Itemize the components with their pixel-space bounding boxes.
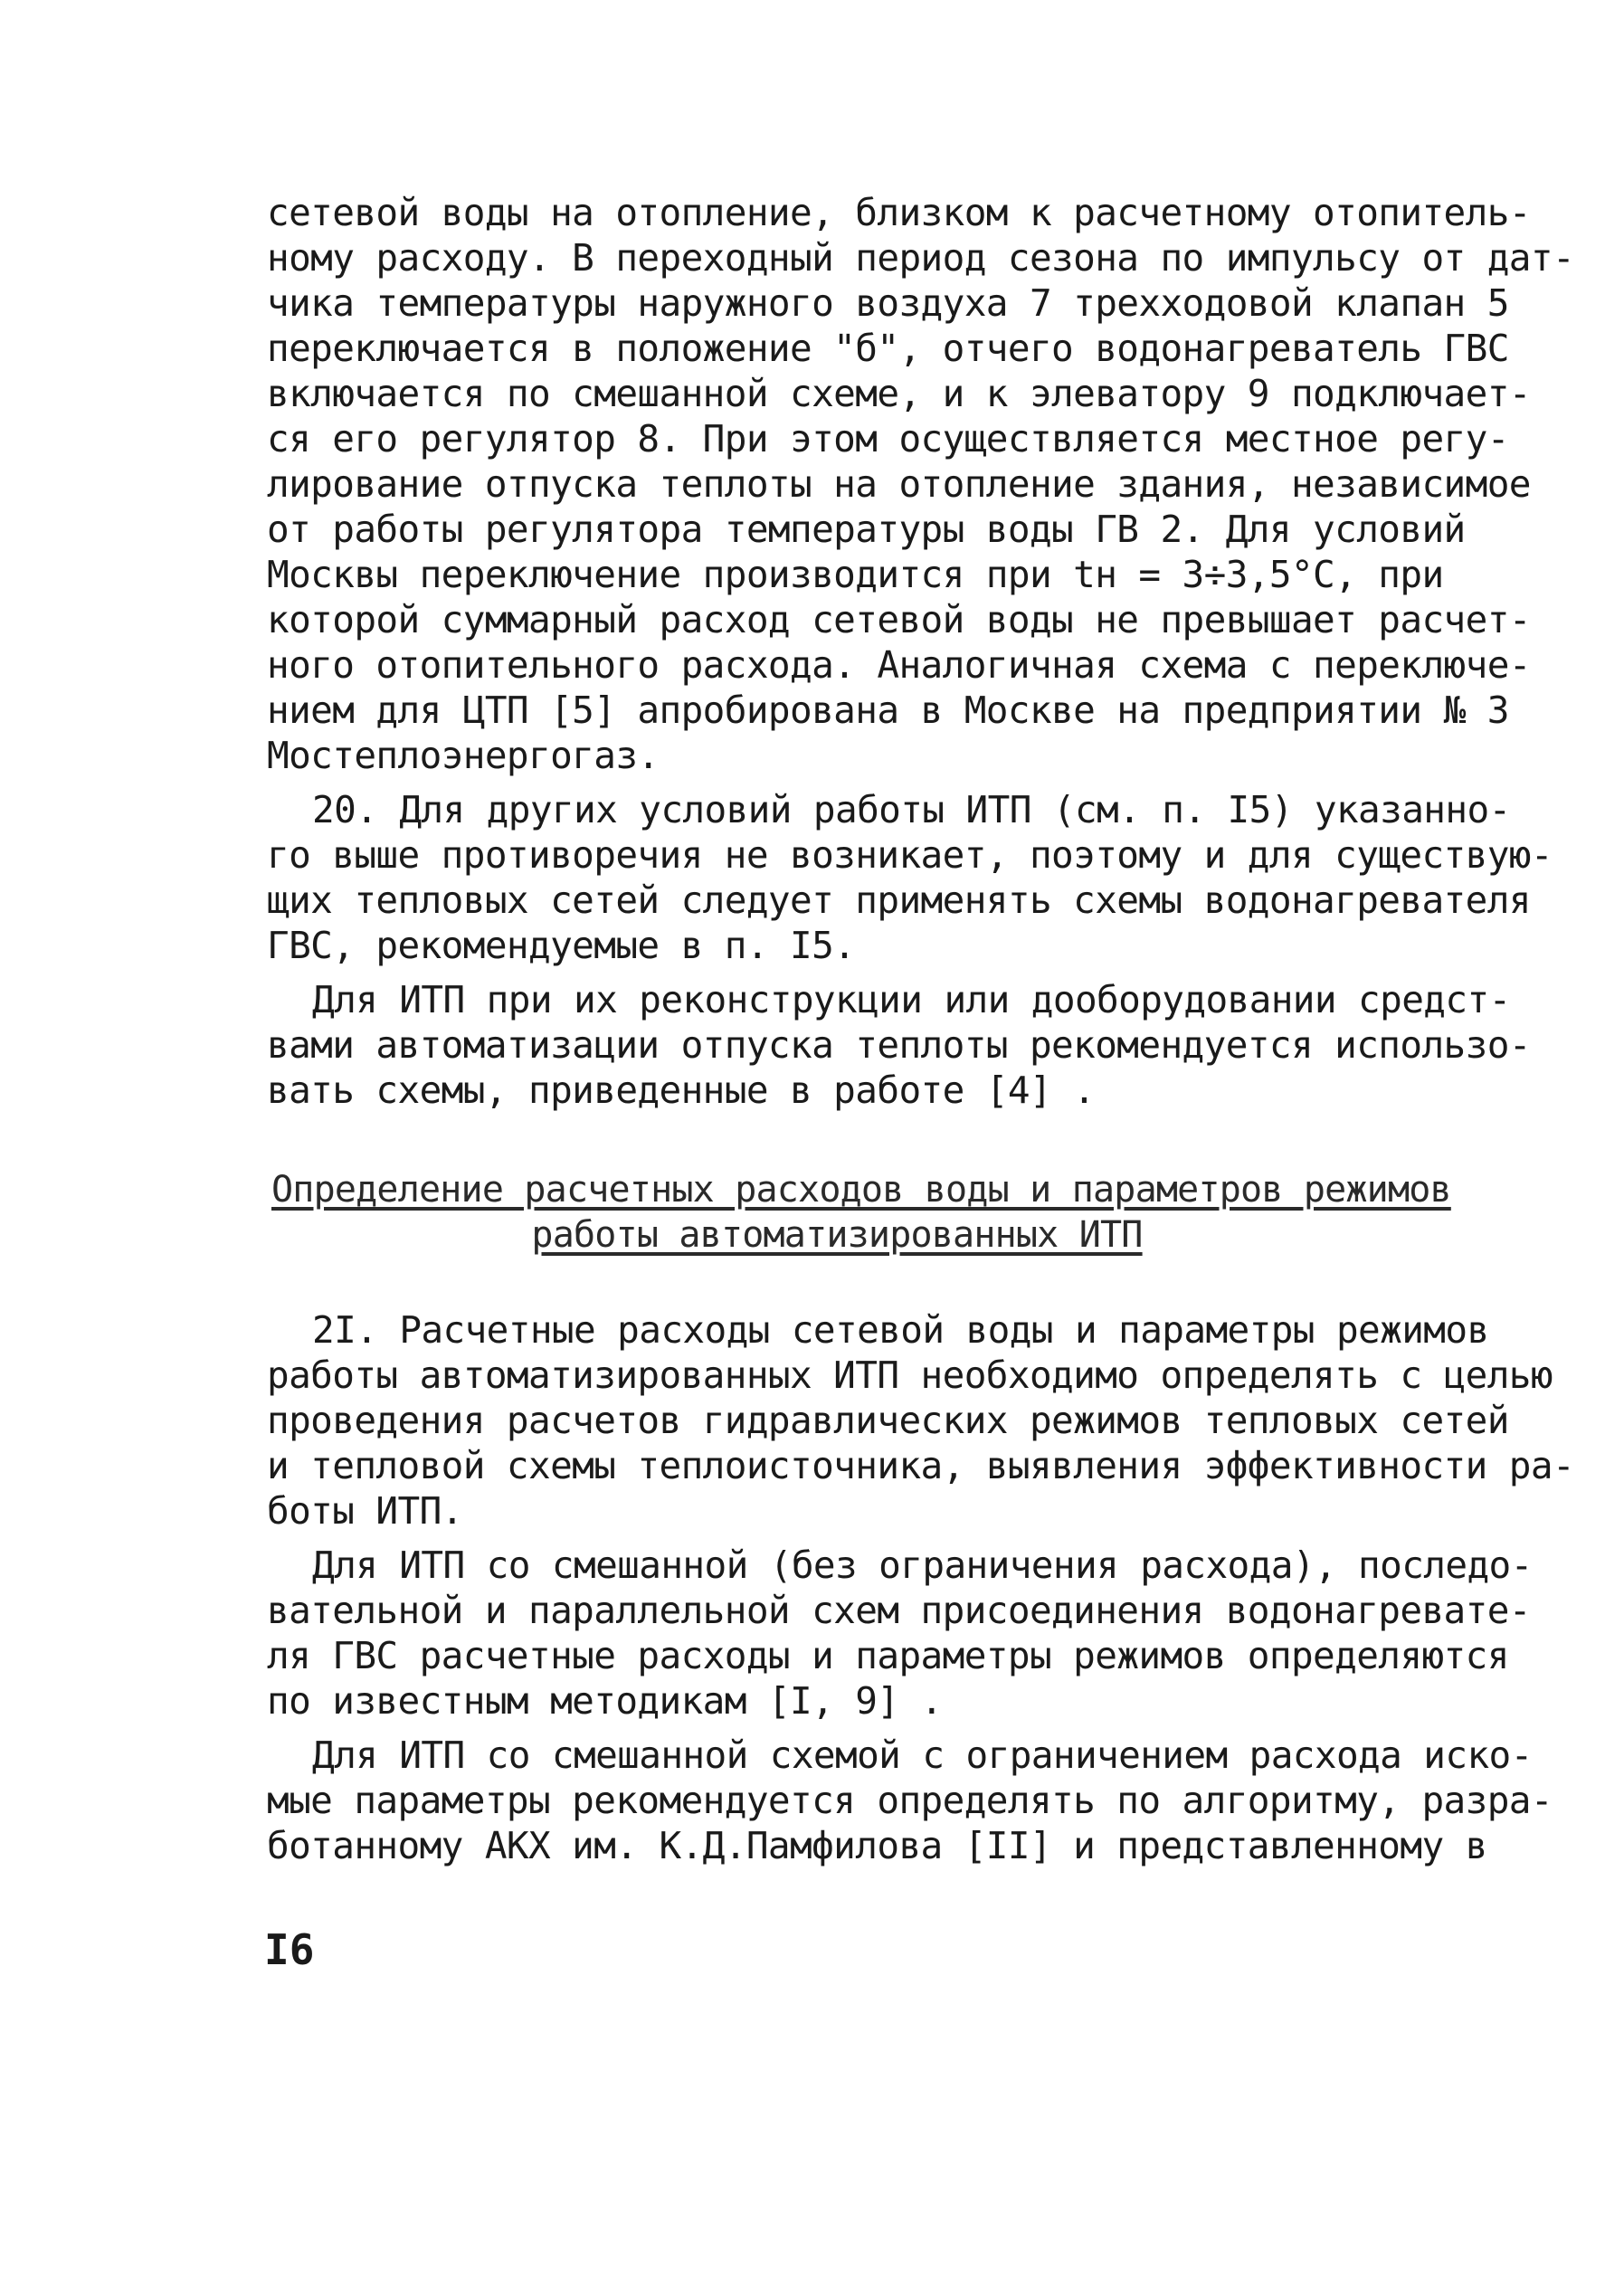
text-line: вательной и параллельной схем присоединения водонагревате- xyxy=(267,1589,1531,1632)
text-line: ля ГВС расчетные расходы и параметры режимов определяются xyxy=(267,1634,1509,1677)
text-line: нием для ЦТП [5] апробирована в Москве на предприятии № 3 xyxy=(267,689,1509,732)
text-line: ГВС, рекомендуемые в п. I5. xyxy=(267,924,856,967)
text-line: и тепловой схемы теплоисточника, выявления эффективности ра- xyxy=(267,1444,1575,1487)
text-line: боты ИТП. xyxy=(267,1489,463,1533)
text-line: ботанному АКХ им. К.Д.Памфилова [II] и представленному в xyxy=(267,1824,1487,1867)
text-line: переключается в положение "б", отчего водонагреватель ГВС xyxy=(267,327,1509,370)
text-line: Для ИТП со смешанной схемой с ограничением расхода иско- xyxy=(312,1733,1533,1777)
text-line: сетевой воды на отопление, близком к расчетному отопитель- xyxy=(267,191,1531,234)
text-line: проведения расчетов гидравлических режимов тепловых сетей xyxy=(267,1399,1509,1442)
text-line: мые параметры рекомендуется определять по алгоритму, разра- xyxy=(267,1779,1553,1822)
text-line: ся его регулятор 8. При этом осуществляется местное регу- xyxy=(267,417,1509,461)
text-line: которой суммарный расход сетевой воды не превышает расчет- xyxy=(267,598,1531,641)
section-heading-line: Определение расчетных расходов воды и параметров режимов xyxy=(271,1169,1451,1211)
text-line: щих тепловых сетей следует применять схемы водонагревателя xyxy=(267,879,1531,922)
text-line: 20. Для других условий работы ИТП (см. п. I5) указанно- xyxy=(312,788,1511,831)
text-line: вать схемы, приведенные в работе [4] . xyxy=(267,1069,1096,1112)
text-line: Мостеплоэнергогаз. xyxy=(267,734,660,777)
text-line: вами автоматизации отпуска теплоты рекомендуется использо- xyxy=(267,1023,1531,1067)
section-heading-line: работы автоматизированных ИТП xyxy=(531,1214,1143,1256)
text-line: Москвы переключение производится при tн = 3÷3,5°С, при xyxy=(267,553,1444,596)
page-number: I6 xyxy=(264,1925,315,1974)
text-line: работы автоматизированных ИТП необходимо определять с целью xyxy=(267,1353,1553,1397)
text-line: чика температуры наружного воздуха 7 трехходовой клапан 5 xyxy=(267,281,1509,325)
text-line: Для ИТП со смешанной (без ограничения расхода), последо- xyxy=(312,1543,1533,1587)
text-line: 2I. Расчетные расходы сетевой воды и параметры режимов xyxy=(312,1308,1489,1352)
text-line: включается по смешанной схеме, и к элеватору 9 подключает- xyxy=(267,372,1531,415)
text-line: ного отопительного расхода. Аналогичная схема с переключе- xyxy=(267,643,1531,687)
text-line: от работы регулятора температуры воды ГВ 2. Для условий xyxy=(267,508,1466,551)
text-line: Для ИТП при их реконструкции или дооборудовании средст- xyxy=(312,978,1511,1021)
text-line: го выше противоречия не возникает, поэтому и для существую- xyxy=(267,833,1553,877)
text-line: лирование отпуска теплоты на отопление здания, независимое xyxy=(267,462,1531,506)
text-line: ному расходу. В переходный период сезона по импульсу от дат- xyxy=(267,236,1575,280)
text-line: по известным методикам [I, 9] . xyxy=(267,1679,943,1723)
